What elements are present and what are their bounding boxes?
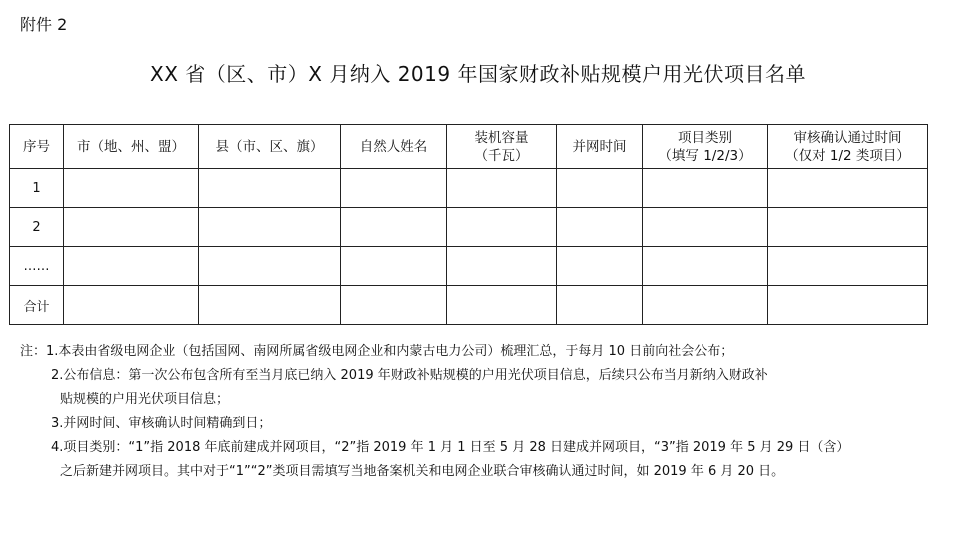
- cell-empty[interactable]: [199, 247, 341, 286]
- cell-empty[interactable]: [557, 286, 643, 325]
- note-2-continued: 贴规模的户用光伏项目信息；: [60, 392, 230, 407]
- cell-empty[interactable]: [447, 208, 557, 247]
- cell-empty[interactable]: [643, 286, 768, 325]
- header-index: 序号: [10, 125, 64, 169]
- header-project-category: 项目类别 （填写 1/2/3）: [643, 125, 768, 169]
- cell-empty[interactable]: [557, 247, 643, 286]
- header-county: 县（市、区、旗）: [199, 125, 341, 169]
- row-index: ……: [10, 247, 64, 286]
- cell-empty[interactable]: [341, 208, 447, 247]
- table-row: [10, 247, 928, 286]
- note-2: 2.公布信息：第一次公布包含所有至当月底已纳入 2019 年财政补贴规模的户用光伏项目信息，后续只公布当月新纳入财政补: [51, 368, 768, 383]
- project-list-table: [9, 124, 928, 325]
- cell-empty[interactable]: [447, 286, 557, 325]
- header-grid-time: 并网时间: [557, 125, 643, 169]
- cell-empty[interactable]: [557, 169, 643, 208]
- cell-empty[interactable]: [64, 247, 199, 286]
- table-row: [10, 169, 928, 208]
- cell-empty[interactable]: [768, 208, 928, 247]
- document-title: XX 省（区、市）X 月纳入 2019 年国家财政补贴规模户用光伏项目名单: [150, 62, 806, 86]
- cell-empty[interactable]: [643, 247, 768, 286]
- cell-empty[interactable]: [341, 286, 447, 325]
- cell-empty[interactable]: [341, 247, 447, 286]
- cell-empty[interactable]: [643, 169, 768, 208]
- notes-section: [20, 340, 930, 484]
- note-3: 3.并网时间、审核确认时间精确到日；: [51, 416, 272, 431]
- cell-empty[interactable]: [341, 169, 447, 208]
- cell-empty[interactable]: [768, 247, 928, 286]
- row-index: 合计: [10, 286, 64, 325]
- cell-empty[interactable]: [768, 286, 928, 325]
- row-index: 1: [10, 169, 64, 208]
- header-city: 市（地、州、盟）: [64, 125, 199, 169]
- cell-empty[interactable]: [64, 208, 199, 247]
- cell-empty[interactable]: [199, 169, 341, 208]
- cell-empty[interactable]: [643, 208, 768, 247]
- note-4-continued: 之后新建并网项目。其中对于“1”“2”类项目需填写当地备案机关和电网企业联合审核确认通过时间，如 2019 年 6 月 20 日。: [60, 464, 785, 479]
- header-person-name: 自然人姓名: [341, 125, 447, 169]
- cell-empty[interactable]: [64, 169, 199, 208]
- header-review-time: 审核确认通过时间 （仅对 1/2 类项目）: [768, 125, 928, 169]
- cell-empty[interactable]: [447, 247, 557, 286]
- table-header-row: [10, 125, 928, 169]
- table-row: [10, 208, 928, 247]
- header-capacity: 装机容量 （千瓦）: [447, 125, 557, 169]
- attachment-label: 附件 2: [20, 15, 68, 34]
- row-index: 2: [10, 208, 64, 247]
- note-4: 4.项目类别：“1”指 2018 年底前建成并网项目，“2”指 2019 年 1 月 1 日至 5 月 28 日建成并网项目，“3”指 2019 年 5 月 29 日（含）: [51, 440, 850, 455]
- cell-empty[interactable]: [557, 208, 643, 247]
- note-1: 注：1.本表由省级电网企业（包括国网、南网所属省级电网企业和内蒙古电力公司）梳理汇总，于每月 10 日前向社会公布；: [20, 344, 734, 359]
- cell-empty[interactable]: [64, 286, 199, 325]
- cell-empty[interactable]: [447, 169, 557, 208]
- cell-empty[interactable]: [199, 286, 341, 325]
- cell-empty[interactable]: [199, 208, 341, 247]
- table-row: [10, 286, 928, 325]
- cell-empty[interactable]: [768, 169, 928, 208]
